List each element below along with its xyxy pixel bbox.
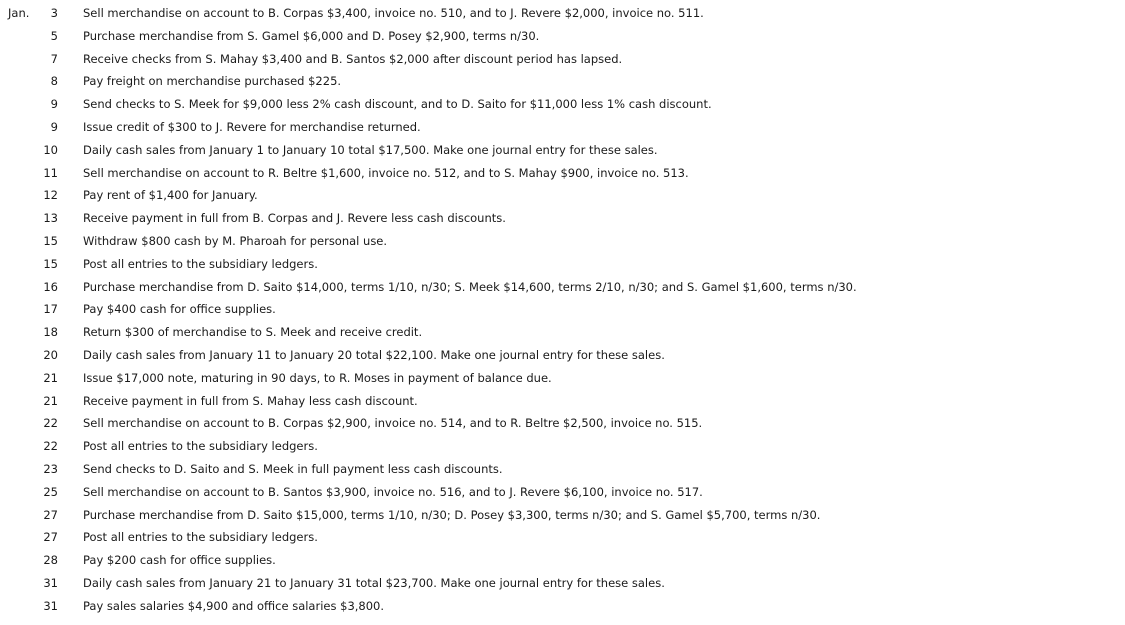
transaction-description: Sell merchandise on account to B. Santos $3,900, invoice no. 516, and to J. Revere $6,100, invoice no. 517. xyxy=(83,484,703,499)
transaction-day: 22 xyxy=(43,416,58,431)
transaction-day: 17 xyxy=(43,302,58,317)
transaction-description: Receive payment in full from S. Mahay less cash discount. xyxy=(83,393,418,408)
transaction-day: 23 xyxy=(43,461,58,476)
transaction-description: Post all entries to the subsidiary ledgers. xyxy=(83,530,318,545)
transaction-day: 31 xyxy=(43,598,58,613)
transaction-day: 5 xyxy=(50,28,58,43)
transaction-description: Pay rent of $1,400 for January. xyxy=(83,188,258,203)
transaction-day: 3 xyxy=(50,6,58,20)
transaction-day: 11 xyxy=(43,165,58,180)
transaction-day: 12 xyxy=(43,188,58,203)
transaction-description: Pay $400 cash for office supplies. xyxy=(83,302,276,317)
transaction-description: Purchase merchandise from D. Saito $15,000, terms 1/10, n/30; D. Posey $3,300, terms n/30; and S. Gamel $5,700, terms n/30. xyxy=(83,507,821,522)
transaction-description: Receive payment in full from B. Corpas and J. Revere less cash discounts. xyxy=(83,211,506,226)
transaction-description: Pay $200 cash for office supplies. xyxy=(83,553,276,568)
transaction-day: 13 xyxy=(43,211,58,226)
transaction-description: Daily cash sales from January 1 to January 10 total $17,500. Make one journal entry for these sales. xyxy=(83,142,658,157)
transaction-day: 15 xyxy=(43,233,58,248)
transaction-day: 16 xyxy=(43,279,58,294)
transaction-day: 27 xyxy=(43,507,58,522)
transaction-day: 21 xyxy=(43,370,58,385)
transaction-description: Receive checks from S. Mahay $3,400 and B. Santos $2,000 after discount period has lapsed. xyxy=(83,51,623,66)
transaction-description: Send checks to S. Meek for $9,000 less 2% cash discount, and to D. Saito for $11,000 less 1% cash discount. xyxy=(83,97,712,112)
transaction-description: Return $300 of merchandise to S. Meek and receive credit. xyxy=(83,325,423,340)
transaction-day: 9 xyxy=(50,119,58,134)
transaction-description: Pay freight on merchandise purchased $225. xyxy=(83,74,342,89)
transaction-description: Daily cash sales from January 21 to January 31 total $23,700. Make one journal entry for these sales. xyxy=(83,575,665,590)
transaction-day: 20 xyxy=(43,347,58,362)
transaction-description: Purchase merchandise from S. Gamel $6,000 and D. Posey $2,900, terms n/30. xyxy=(83,28,540,43)
month-label: Jan. xyxy=(8,6,30,20)
transaction-description: Post all entries to the subsidiary ledgers. xyxy=(83,439,318,454)
transaction-day: 9 xyxy=(50,97,58,112)
transaction-description: Sell merchandise on account to B. Corpas $3,400, invoice no. 510, and to J. Revere $2,000, invoice no. 511. xyxy=(83,6,704,20)
transaction-day: 10 xyxy=(43,142,58,157)
transaction-day: 7 xyxy=(50,51,58,66)
transaction-day: 15 xyxy=(43,256,58,271)
transaction-description: Withdraw $800 cash by M. Pharoah for personal use. xyxy=(83,233,388,248)
transaction-description: Send checks to D. Saito and S. Meek in full payment less cash discounts. xyxy=(83,461,503,476)
transaction-description: Purchase merchandise from D. Saito $14,000, terms 1/10, n/30; S. Meek $14,600, terms 2/10, n/30; and S. Gamel $1,600, terms n/30. xyxy=(83,279,857,294)
transaction-description: Sell merchandise on account to R. Beltre $1,600, invoice no. 512, and to S. Mahay $900, invoice no. 513. xyxy=(83,165,689,180)
transaction-description: Issue credit of $300 to J. Revere for merchandise returned. xyxy=(83,119,421,134)
transaction-day: 21 xyxy=(43,393,58,408)
transaction-day: 27 xyxy=(43,530,58,545)
transaction-description: Pay sales salaries $4,900 and office salaries $3,800. xyxy=(83,598,385,613)
transaction-day: 25 xyxy=(43,484,58,499)
transaction-description: Issue $17,000 note, maturing in 90 days, to R. Moses in payment of balance due. xyxy=(83,370,552,385)
transaction-description: Daily cash sales from January 11 to January 20 total $22,100. Make one journal entry for these sales. xyxy=(83,347,665,362)
transaction-day: 8 xyxy=(50,74,58,89)
transaction-day: 28 xyxy=(43,553,58,568)
transaction-day: 22 xyxy=(43,439,58,454)
transaction-day: 18 xyxy=(43,325,58,340)
transaction-day: 31 xyxy=(43,575,58,590)
transaction-description: Sell merchandise on account to B. Corpas $2,900, invoice no. 514, and to R. Beltre $2,500, invoice no. 515. xyxy=(83,416,703,431)
transaction-description: Post all entries to the subsidiary ledgers. xyxy=(83,256,318,271)
